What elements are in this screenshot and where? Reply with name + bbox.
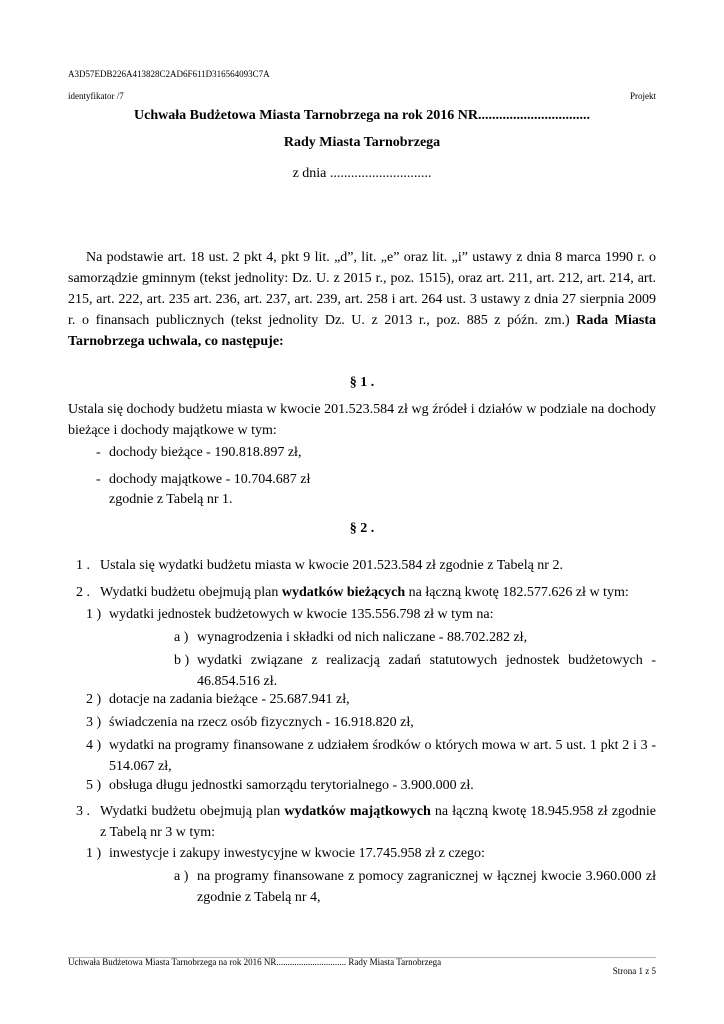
resolution-clause: Rada Miasta Tarnobrzega uchwala, co następuje: (68, 313, 656, 349)
council-name: Rady Miasta Tarnobrzega (283, 135, 441, 150)
point-number: 3 . (76, 804, 90, 819)
document-title: Uchwała Budżetowa Miasta Tarnobrzega na rok 2016 NR................................ (134, 108, 590, 123)
letter-number: a ) (174, 630, 189, 645)
project-label: Projekt (630, 91, 656, 101)
subpoint-3-1-text: inwestycje i zakupy inwestycyjne w kwocie 17.745.958 zł z czego: (109, 846, 485, 861)
point-3-text-post: na łączną kwotę 18.945.958 zł zgodnie z Tabelą nr 3 w tym: (100, 804, 657, 840)
point-2-text-bold: wydatków bieżących (281, 585, 406, 600)
point-3-text-bold: wydatków majątkowych (284, 804, 431, 819)
subpoint-number: 4 ) (86, 738, 102, 753)
letter-number: b ) (174, 653, 190, 668)
dash-bullet: - (96, 445, 101, 460)
subpoint-2-1a-text: wynagrodzenia i składki od nich naliczane - 88.702.282 zł, (197, 630, 528, 645)
identifier-label: identyfikator /7 (68, 91, 124, 101)
footer-title: Uchwała Budżetowa Miasta Tarnobrzega na rok 2016 NR............................... Rady Miasta Tarnobrzega (68, 957, 442, 967)
asset-income-item: dochody majątkowe - 10.704.687 zł (109, 472, 311, 487)
dash-bullet: - (96, 472, 101, 487)
point-2-text-pre: Wydatki budżetu obejmują plan (100, 585, 279, 600)
subpoint-2-3-text: świadczenia na rzecz osób fizycznych - 16.918.820 zł, (109, 715, 414, 730)
section-2-heading: § 2 . (349, 521, 375, 536)
point-3-text-pre: Wydatki budżetu obejmują plan (100, 804, 281, 819)
point-1-text: Ustala się wydatki budżetu miasta w kwocie 201.523.584 zł zgodnie z Tabelą nr 2. (100, 558, 563, 573)
page-number: Strona 1 z 5 (612, 966, 656, 976)
subpoint-2-1b-text: wydatki związane z realizacją zadań statutowych jednostek budżetowych - 46.854.516 zł. (197, 653, 656, 689)
letter-number: a ) (174, 869, 189, 884)
point-3-text (100, 801, 656, 843)
section-1-text: Ustala się dochody budżetu miasta w kwocie 201.523.584 zł wg źródeł i działów w podziale na dochody bieżące i dochody majątkowe w tym: (68, 402, 656, 438)
point-number: 2 . (76, 585, 90, 600)
subpoint-2-5-text: obsługa długu jednostki samorządu terytorialnego - 3.900.000 zł. (109, 778, 474, 793)
point-2-text (100, 582, 629, 603)
point-number: 1 . (76, 558, 90, 573)
current-income-item: dochody bieżące - 190.818.897 zł, (109, 445, 302, 460)
legal-basis-text: Na podstawie art. 18 ust. 2 pkt 4, pkt 9 lit. „d”, lit. „e” oraz lit. „i” ustawy z dnia 8 marca 1990 r. o samorządzie gminnym (tekst jednolity: Dz. U. z 2015 r., poz. 1515), oraz art. 211, art. 212, art. 214, art. 215, art. 222, art. 235 art. 236, art. 237, art. 239, art. 258 i art. 264 ust. 3 ustawy z dnia 27 sierpnia 2009 r. o finansach publicznych (tekst jednolity Dz. U. z 2013 r., poz. 885 z późn. zm.) (68, 250, 656, 328)
subpoint-number: 3 ) (86, 715, 102, 730)
date-line: z dnia ............................. (292, 166, 432, 181)
document-id: A3D57EDB226A413828C2AD6F611D316564093C7A (68, 69, 270, 79)
subpoint-number: 1 ) (86, 607, 102, 622)
subpoint-number: 2 ) (86, 692, 102, 707)
point-2-text-post: na łączną kwotę 182.577.626 zł w tym: (408, 585, 629, 600)
asset-income-reference: zgodnie z Tabelą nr 1. (109, 492, 233, 507)
section-1-heading: § 1 . (349, 375, 375, 390)
subpoint-2-1-text: wydatki jednostek budżetowych w kwocie 135.556.798 zł w tym na: (109, 607, 494, 622)
subpoint-3-1a-text: na programy finansowane z pomocy zagranicznej w łącznej kwocie 3.960.000 zł zgodnie z Tabelą nr 4, (197, 869, 656, 905)
subpoint-2-2-text: dotacje na zadania bieżące - 25.687.941 zł, (109, 692, 350, 707)
subpoint-2-4-text: wydatki na programy finansowane z udziałem środków o których mowa w art. 5 ust. 1 pkt 2 i 3 - 514.067 zł, (109, 738, 656, 774)
legal-basis-paragraph (68, 247, 656, 352)
subpoint-number: 1 ) (86, 846, 102, 861)
subpoint-number: 5 ) (86, 778, 102, 793)
